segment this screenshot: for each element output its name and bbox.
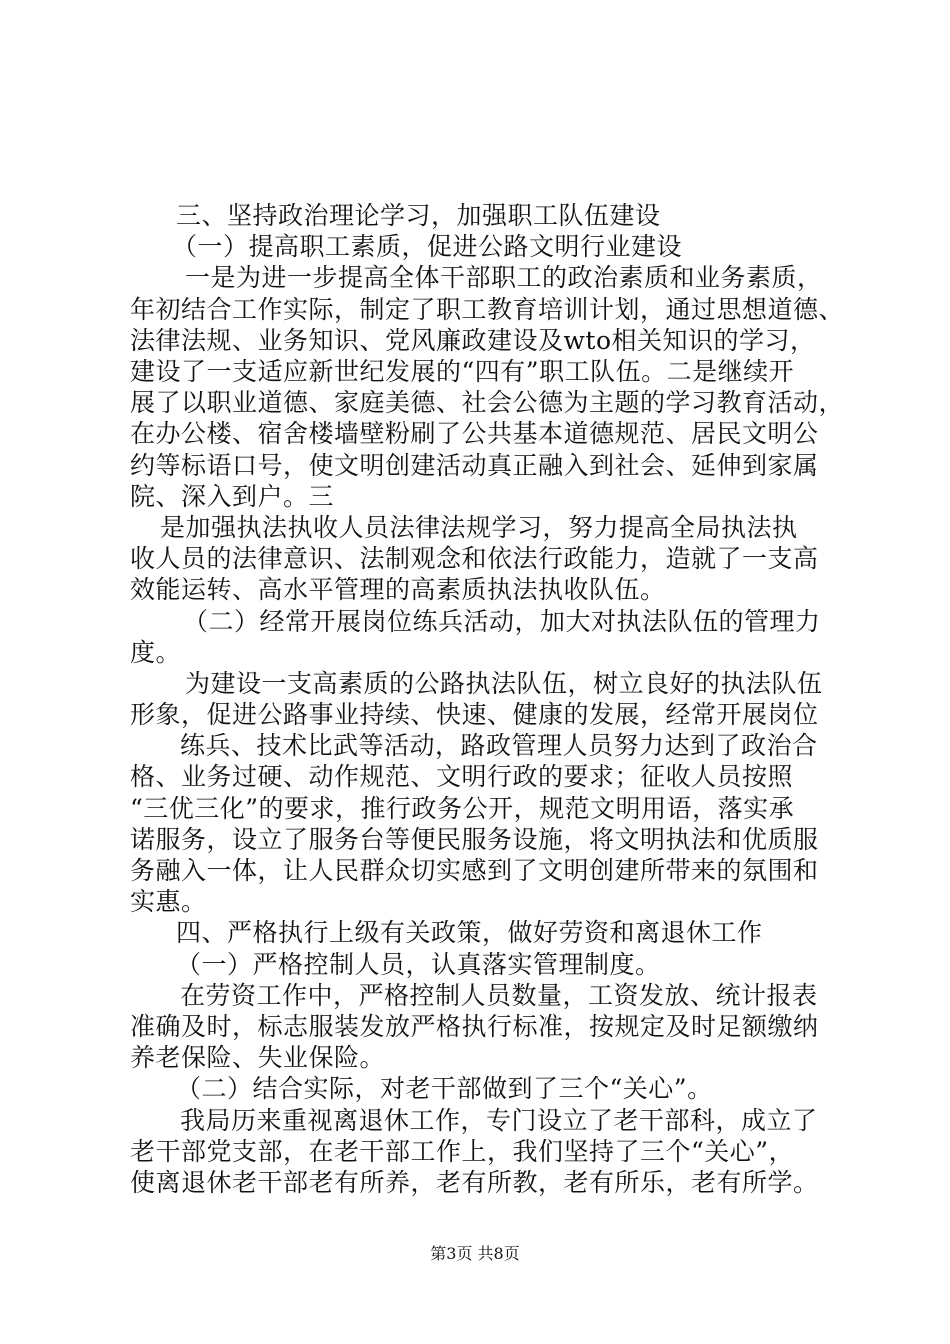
text-line: 使离退休老干部老有所养，老有所教，老有所乐，老有所学。 bbox=[130, 1168, 819, 1197]
text-line: 建设了一支适应新世纪发展的“四有”职工队伍。二是继续开 bbox=[130, 357, 795, 386]
text-line: （一）严格控制人员，认真落实管理制度。 bbox=[176, 950, 661, 979]
text-line: 四、严格执行上级有关政策，做好劳资和离退休工作 bbox=[176, 918, 763, 947]
text-line: 三、坚持政治理论学习，加强职工队伍建设 bbox=[176, 201, 661, 230]
text-line: 实惠。 bbox=[130, 887, 207, 916]
text-line: 在办公楼、宿舍楼墙壁粉刷了公共基本道德规范、居民文明公 bbox=[130, 419, 819, 448]
text-line: “三优三化”的要求，推行政务公开，规范文明用语，落实承 bbox=[130, 794, 795, 823]
text-line: 务融入一体，让人民群众切实感到了文明创建所带来的氛围和 bbox=[130, 856, 819, 885]
text-line: 我局历来重视离退休工作，专门设立了老干部科，成立了 bbox=[180, 1106, 818, 1135]
text-line: 度。 bbox=[130, 638, 182, 667]
page-number-footer: 第3页 共8页 bbox=[430, 1244, 520, 1263]
text-line: 年初结合工作实际，制定了职工教育培训计划，通过思想道德、 bbox=[130, 295, 845, 324]
text-line: 一是为进一步提高全体干部职工的政治素质和业务素质， bbox=[185, 263, 823, 292]
text-line: 院、深入到户。三 bbox=[130, 482, 335, 511]
text-line: 是加强执法执收人员法律法规学习，努力提高全局执法执 bbox=[160, 513, 798, 542]
text-line: 准确及时，标志服装发放严格执行标准，按规定及时足额缴纳 bbox=[130, 1012, 819, 1041]
text-line: 约等标语口号，使文明创建活动真正融入到社会、延伸到家属 bbox=[130, 451, 819, 480]
text-line: 收人员的法律意识、法制观念和依法行政能力，造就了一支高 bbox=[130, 544, 819, 573]
text-line: 为建设一支高素质的公路执法队伍，树立良好的执法队伍 bbox=[185, 669, 823, 698]
text-line: 格、业务过硬、动作规范、文明行政的要求；征收人员按照 bbox=[130, 762, 794, 791]
text-line: 老干部党支部，在老干部工作上，我们坚持了三个“关心”， bbox=[130, 1137, 795, 1166]
text-line: 养老保险、失业保险。 bbox=[130, 1043, 386, 1072]
text-line: （二）经常开展岗位练兵活动，加大对执法队伍的管理力 bbox=[183, 607, 821, 636]
text-line: 形象，促进公路事业持续、快速、健康的发展，经常开展岗位 bbox=[130, 700, 819, 729]
text-line: 效能运转、高水平管理的高素质执法执收队伍。 bbox=[130, 575, 666, 604]
text-line: （二）结合实际，对老干部做到了三个“关心”。 bbox=[176, 1074, 713, 1103]
text-line: （一）提高职工素质，促进公路文明行业建设 bbox=[172, 232, 683, 261]
text-line: 诺服务，设立了服务台等便民服务设施，将文明执法和优质服 bbox=[130, 825, 819, 854]
text-line: 在劳资工作中，严格控制人员数量，工资发放、统计报表 bbox=[180, 981, 818, 1010]
text-line: 练兵、技术比武等活动，路政管理人员努力达到了政治合 bbox=[180, 731, 818, 760]
text-line: 展了以职业道德、家庭美德、社会公德为主题的学习教育活动， bbox=[130, 388, 845, 417]
text-line: 法律法规、业务知识、党风廉政建设及wto相关知识的学习， bbox=[130, 326, 816, 355]
